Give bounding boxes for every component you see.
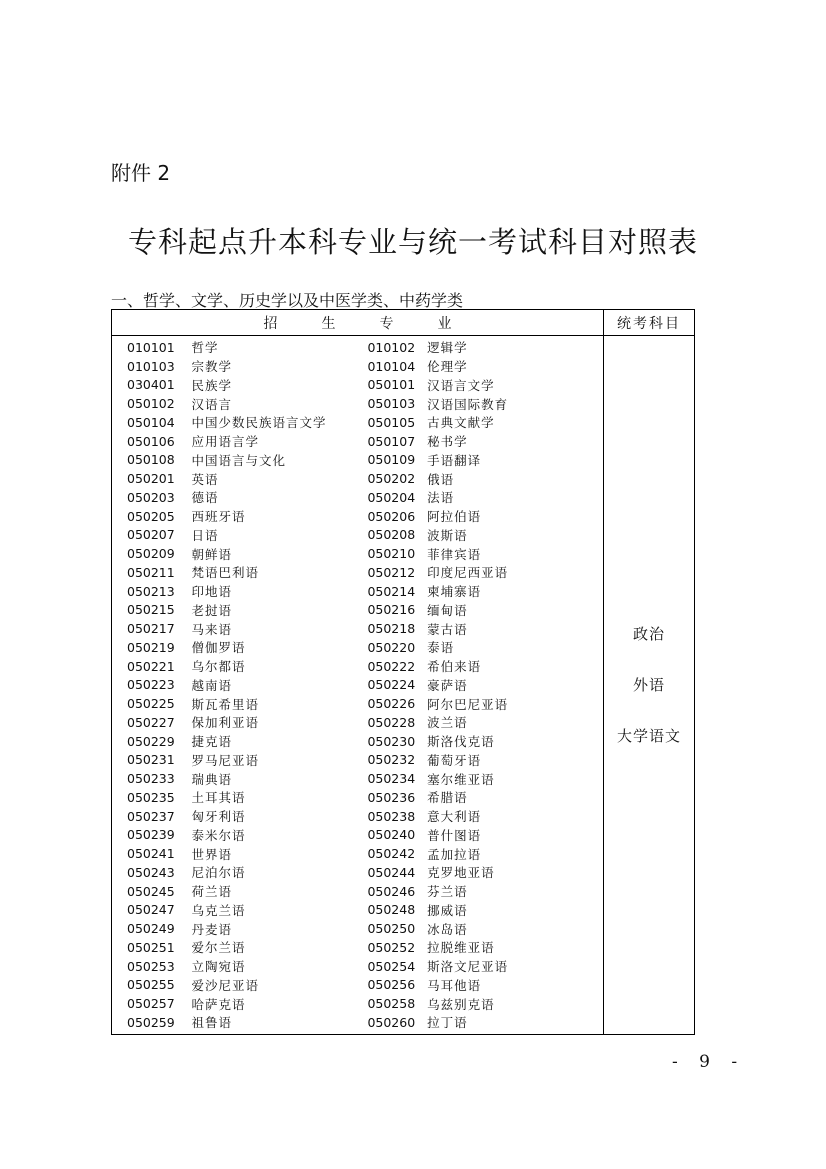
table-row bbox=[112, 769, 603, 788]
major-name: 泰语 bbox=[427, 640, 455, 656]
table-row bbox=[112, 901, 603, 920]
table-row bbox=[112, 338, 603, 357]
major-code: 050230 bbox=[367, 733, 416, 749]
major-name: 马来语 bbox=[191, 621, 233, 637]
subjects-cell bbox=[604, 336, 695, 1035]
major-name: 泰米尔语 bbox=[191, 827, 246, 843]
major-code: 050245 bbox=[127, 883, 175, 899]
major-name: 斯瓦希里语 bbox=[191, 696, 260, 712]
major-code: 050229 bbox=[127, 733, 175, 749]
major-name: 哲学 bbox=[191, 340, 219, 356]
major-code: 050207 bbox=[127, 527, 175, 543]
table-row bbox=[112, 544, 603, 563]
major-name: 蒙古语 bbox=[427, 621, 468, 637]
major-code: 050238 bbox=[367, 808, 416, 824]
major-name: 朝鲜语 bbox=[191, 546, 233, 562]
major-name: 保加利亚语 bbox=[191, 715, 260, 731]
table-row bbox=[112, 451, 603, 470]
major-code: 050252 bbox=[367, 939, 416, 955]
table-row bbox=[112, 376, 603, 395]
table-row bbox=[112, 676, 603, 695]
major-name: 宗教学 bbox=[191, 359, 233, 375]
major-code: 050249 bbox=[127, 921, 175, 937]
major-code: 050232 bbox=[367, 752, 416, 768]
subject-politics: 政治 bbox=[632, 625, 665, 644]
table-row bbox=[112, 394, 603, 413]
major-code: 030401 bbox=[127, 377, 175, 393]
major-code: 050213 bbox=[127, 583, 175, 599]
page-number: - 9 - bbox=[672, 1052, 746, 1072]
table-row bbox=[112, 694, 603, 713]
major-code: 050256 bbox=[367, 977, 416, 993]
major-code: 050203 bbox=[127, 489, 175, 505]
major-name: 汉语国际教育 bbox=[427, 396, 509, 412]
major-name: 柬埔寨语 bbox=[427, 584, 482, 600]
table-row bbox=[112, 994, 603, 1013]
major-code: 050248 bbox=[367, 902, 416, 918]
major-code: 050206 bbox=[367, 508, 416, 524]
table-row bbox=[112, 638, 603, 657]
major-name: 罗马尼亚语 bbox=[191, 752, 260, 768]
subject-foreign-language: 外语 bbox=[632, 676, 665, 695]
major-code: 050220 bbox=[367, 639, 416, 655]
major-code: 050239 bbox=[127, 827, 175, 843]
major-name: 阿拉伯语 bbox=[427, 509, 482, 525]
major-code: 050204 bbox=[367, 489, 416, 505]
major-code: 050244 bbox=[367, 864, 416, 880]
major-name: 爱沙尼亚语 bbox=[191, 977, 260, 993]
major-name: 印度尼西亚语 bbox=[427, 565, 509, 581]
major-name: 哈萨克语 bbox=[191, 996, 246, 1012]
major-code: 050219 bbox=[127, 639, 175, 655]
major-code: 050108 bbox=[127, 452, 175, 468]
major-name: 秘书学 bbox=[427, 434, 468, 450]
table-header-row bbox=[112, 310, 695, 336]
major-code: 050201 bbox=[127, 471, 175, 487]
major-name: 豪萨语 bbox=[427, 677, 468, 693]
major-name: 汉语言 bbox=[191, 396, 233, 412]
major-code: 050254 bbox=[367, 958, 416, 974]
table-row bbox=[112, 807, 603, 826]
major-name: 僧伽罗语 bbox=[191, 640, 246, 656]
major-name: 民族学 bbox=[191, 377, 233, 393]
major-code: 050233 bbox=[127, 771, 175, 787]
major-name: 意大利语 bbox=[427, 809, 482, 825]
major-name: 葡萄牙语 bbox=[427, 752, 482, 768]
table-row bbox=[112, 526, 603, 545]
table-row bbox=[112, 751, 603, 770]
major-subject-table bbox=[111, 309, 695, 1035]
major-name: 乌克兰语 bbox=[191, 902, 246, 918]
major-code: 050257 bbox=[127, 996, 175, 1012]
major-code: 050255 bbox=[127, 977, 175, 993]
major-name: 老挝语 bbox=[191, 602, 233, 618]
table-row bbox=[112, 713, 603, 732]
table-row bbox=[112, 863, 603, 882]
major-code: 050216 bbox=[367, 602, 416, 618]
major-code: 010103 bbox=[127, 358, 175, 374]
major-name: 世界语 bbox=[191, 846, 233, 862]
table-row bbox=[112, 938, 603, 957]
major-code: 010102 bbox=[367, 339, 416, 355]
major-code: 050225 bbox=[127, 696, 175, 712]
major-code: 050104 bbox=[127, 414, 175, 430]
major-code: 050222 bbox=[367, 658, 416, 674]
major-name: 德语 bbox=[191, 490, 219, 506]
major-name: 波斯语 bbox=[427, 527, 468, 543]
major-name: 拉丁语 bbox=[427, 1015, 468, 1031]
header-major-char: 生 bbox=[321, 315, 336, 332]
major-code: 050258 bbox=[367, 996, 416, 1012]
major-name: 尼泊尔语 bbox=[191, 865, 246, 881]
table-row bbox=[112, 844, 603, 863]
major-code: 010104 bbox=[367, 358, 416, 374]
major-name: 印地语 bbox=[191, 584, 233, 600]
table-row bbox=[112, 1013, 603, 1032]
major-code: 050205 bbox=[127, 508, 175, 524]
major-name: 缅甸语 bbox=[427, 602, 468, 618]
major-code: 050210 bbox=[367, 546, 416, 562]
document-title: 专科起点升本科专业与统一考试科目对照表 bbox=[127, 225, 698, 259]
major-name: 瑞典语 bbox=[191, 771, 233, 787]
table-row bbox=[112, 601, 603, 620]
major-name: 祖鲁语 bbox=[191, 1015, 233, 1031]
table-row bbox=[112, 976, 603, 995]
table-row bbox=[112, 788, 603, 807]
table-row bbox=[112, 357, 603, 376]
major-name: 越南语 bbox=[191, 677, 233, 693]
major-name: 乌兹别克语 bbox=[427, 996, 495, 1012]
major-name: 挪威语 bbox=[427, 902, 468, 918]
major-code: 050107 bbox=[367, 433, 416, 449]
header-majors bbox=[112, 310, 604, 336]
major-code: 050228 bbox=[367, 714, 416, 730]
major-name: 手语翻译 bbox=[427, 452, 482, 468]
major-name: 冰岛语 bbox=[427, 921, 468, 937]
major-code: 010101 bbox=[127, 339, 175, 355]
major-code: 050243 bbox=[127, 864, 175, 880]
majors-list bbox=[112, 336, 604, 1035]
header-subjects: 统考科目 bbox=[604, 310, 695, 336]
major-name: 马耳他语 bbox=[427, 977, 482, 993]
major-name: 中国少数民族语言文学 bbox=[191, 415, 327, 431]
major-name: 日语 bbox=[191, 527, 219, 543]
major-code: 050209 bbox=[127, 546, 175, 562]
table-row bbox=[112, 957, 603, 976]
major-code: 050237 bbox=[127, 808, 175, 824]
major-code: 050202 bbox=[367, 471, 416, 487]
table-row bbox=[112, 657, 603, 676]
major-code: 050218 bbox=[367, 621, 416, 637]
major-name: 普什图语 bbox=[427, 827, 482, 843]
major-name: 斯洛伐克语 bbox=[427, 734, 495, 750]
major-code: 050259 bbox=[127, 1014, 175, 1030]
major-name: 爱尔兰语 bbox=[191, 940, 246, 956]
major-code: 050235 bbox=[127, 789, 175, 805]
major-code: 050251 bbox=[127, 939, 175, 955]
major-code: 050215 bbox=[127, 602, 175, 618]
major-name: 丹麦语 bbox=[191, 921, 233, 937]
major-name: 克罗地亚语 bbox=[427, 865, 495, 881]
table-row bbox=[112, 919, 603, 938]
header-major-char: 招 bbox=[263, 315, 278, 332]
table-row bbox=[112, 582, 603, 601]
major-code: 050106 bbox=[127, 433, 175, 449]
major-code: 050214 bbox=[367, 583, 416, 599]
major-code: 050231 bbox=[127, 752, 175, 768]
major-code: 050246 bbox=[367, 883, 416, 899]
major-name: 西班牙语 bbox=[191, 509, 246, 525]
major-code: 050227 bbox=[127, 714, 175, 730]
subject-college-chinese: 大学语文 bbox=[616, 727, 681, 746]
major-name: 俄语 bbox=[427, 471, 455, 487]
major-code: 050250 bbox=[367, 921, 416, 937]
major-code: 050211 bbox=[127, 564, 175, 580]
major-name: 英语 bbox=[191, 471, 219, 487]
major-name: 土耳其语 bbox=[191, 790, 246, 806]
table-row bbox=[112, 469, 603, 488]
major-name: 斯洛文尼亚语 bbox=[427, 959, 509, 975]
major-name: 汉语言文学 bbox=[427, 377, 495, 393]
major-name: 波兰语 bbox=[427, 715, 468, 731]
major-code: 050105 bbox=[367, 414, 416, 430]
table-row bbox=[112, 507, 603, 526]
major-name: 逻辑学 bbox=[427, 340, 468, 356]
major-code: 050236 bbox=[367, 789, 416, 805]
major-code: 050247 bbox=[127, 902, 175, 918]
major-code: 050253 bbox=[127, 958, 175, 974]
major-code: 050208 bbox=[367, 527, 416, 543]
table-row bbox=[112, 432, 603, 451]
major-code: 050101 bbox=[367, 377, 416, 393]
major-code: 050234 bbox=[367, 771, 416, 787]
major-name: 中国语言与文化 bbox=[191, 452, 287, 468]
major-code: 050217 bbox=[127, 621, 175, 637]
major-name: 法语 bbox=[427, 490, 455, 506]
section-heading: 一、哲学、文学、历史学以及中医学类、中药学类 bbox=[111, 291, 464, 310]
major-name: 伦理学 bbox=[427, 359, 468, 375]
major-name: 芬兰语 bbox=[427, 884, 468, 900]
major-code: 050102 bbox=[127, 396, 175, 412]
table-row bbox=[112, 732, 603, 751]
major-code: 050224 bbox=[367, 677, 416, 693]
table-row bbox=[112, 826, 603, 845]
major-name: 希伯来语 bbox=[427, 659, 482, 675]
major-name: 梵语巴利语 bbox=[191, 565, 260, 581]
major-code: 050242 bbox=[367, 846, 416, 862]
major-name: 古典文献学 bbox=[427, 415, 495, 431]
major-name: 匈牙利语 bbox=[191, 809, 246, 825]
major-code: 050103 bbox=[367, 396, 416, 412]
header-major-char: 业 bbox=[437, 315, 452, 332]
table-row bbox=[112, 488, 603, 507]
major-name: 塞尔维亚语 bbox=[427, 771, 495, 787]
table-row bbox=[112, 619, 603, 638]
major-name: 阿尔巴尼亚语 bbox=[427, 696, 509, 712]
table-row bbox=[112, 413, 603, 432]
major-code: 050240 bbox=[367, 827, 416, 843]
major-code: 050109 bbox=[367, 452, 416, 468]
attachment-label: 附件 2 bbox=[111, 161, 171, 185]
major-name: 应用语言学 bbox=[191, 434, 260, 450]
major-name: 孟加拉语 bbox=[427, 846, 482, 862]
major-name: 捷克语 bbox=[191, 734, 233, 750]
major-code: 050212 bbox=[367, 564, 416, 580]
table-row bbox=[112, 563, 603, 582]
major-name: 拉脱维亚语 bbox=[427, 940, 495, 956]
table-row bbox=[112, 882, 603, 901]
major-code: 050241 bbox=[127, 846, 175, 862]
header-major-char: 专 bbox=[379, 315, 394, 332]
major-name: 立陶宛语 bbox=[191, 959, 246, 975]
major-name: 希腊语 bbox=[427, 790, 468, 806]
major-code: 050223 bbox=[127, 677, 175, 693]
major-name: 菲律宾语 bbox=[427, 546, 482, 562]
major-code: 050221 bbox=[127, 658, 175, 674]
major-name: 乌尔都语 bbox=[191, 659, 246, 675]
major-name: 荷兰语 bbox=[191, 884, 233, 900]
major-code: 050226 bbox=[367, 696, 416, 712]
major-code: 050260 bbox=[367, 1014, 416, 1030]
